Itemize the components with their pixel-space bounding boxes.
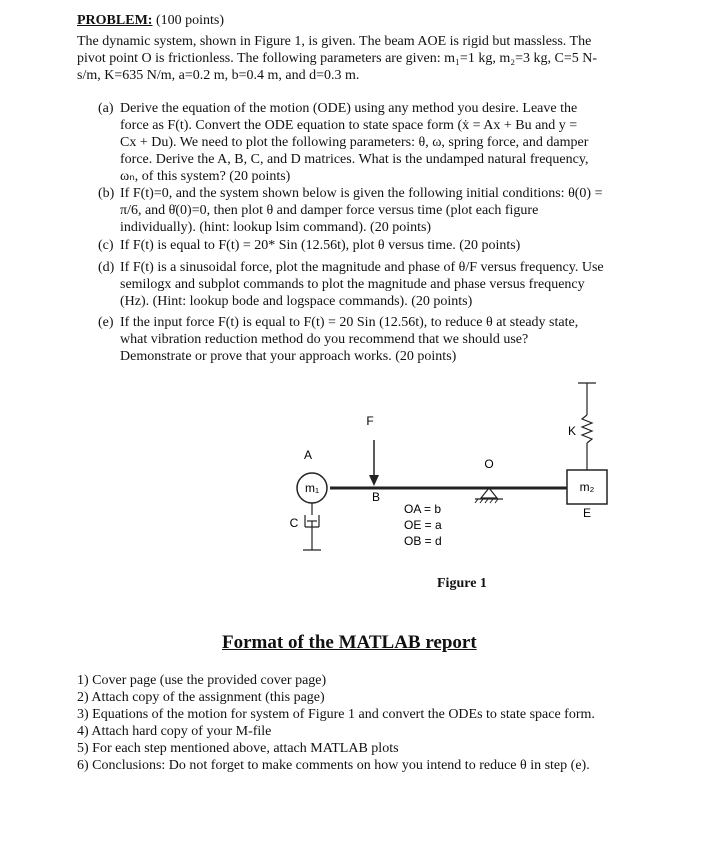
figure-caption: Figure 1 — [437, 576, 487, 591]
spring-k — [582, 415, 592, 443]
label-a: A — [303, 448, 313, 462]
part-b — [98, 185, 658, 236]
report-items — [77, 672, 702, 774]
problem-intro — [77, 33, 677, 84]
part-label: (e) — [98, 315, 114, 330]
label-o: O — [484, 457, 494, 471]
report-item: 3) Equations of the motion for system of Figure 1 and convert the ODEs to state space form. — [77, 707, 595, 722]
part-label: (b) — [98, 186, 115, 201]
intro-line: s/m, K=635 N/m, a=0.2 m, b=0.4 m, and d=0.3 m. — [77, 68, 360, 83]
problem-heading: PROBLEM: — [77, 13, 153, 28]
label-m1: m₁ — [304, 481, 320, 495]
part-label: (c) — [98, 238, 114, 253]
label-ob: OB = d — [404, 534, 442, 548]
label-oe: OE = a — [404, 518, 442, 532]
label-m2: m₂ — [579, 480, 595, 494]
problem-heading-line — [77, 12, 224, 29]
part-label: (d) — [98, 260, 115, 275]
part-a — [98, 100, 658, 185]
figure-diagram — [270, 375, 620, 575]
label-oa: OA = b — [404, 502, 442, 516]
intro-line: The dynamic system, shown in Figure 1, is given. The beam AOE is rigid but massless. The — [77, 34, 592, 49]
part-e — [98, 314, 658, 365]
part-line: force. Derive the A, B, C, and D matrices. What is the undamped natural frequency, — [120, 152, 589, 167]
label-b: B — [371, 490, 381, 504]
part-line: individually). (hint: lookup lsim command). (20 points) — [120, 220, 432, 235]
label-k: K — [567, 424, 577, 438]
parts-list — [98, 100, 658, 365]
part-line: Cx + Du). We need to plot the following parameters: θ, ω, spring force, and damper — [120, 135, 589, 150]
part-line: semilogx and subplot commands to plot the magnitude and phase versus frequency — [120, 277, 585, 292]
part-line: If F(t)=0, and the system shown below is given the following initial conditions: θ(0) = — [120, 186, 603, 201]
report-item: 1) Cover page (use the provided cover page) — [77, 673, 327, 688]
part-label: (a) — [98, 101, 114, 116]
part-line: force as F(t). Convert the ODE equation to state space form (ẋ = Ax + Bu and y = — [120, 118, 578, 133]
report-title: Format of the MATLAB report — [222, 632, 477, 653]
part-line: If the input force F(t) is equal to F(t) = 20 Sin (12.56t), to reduce θ at steady state, — [120, 315, 579, 330]
part-line: If F(t) is equal to F(t) = 20* Sin (12.56t), plot θ versus time. (20 points) — [120, 238, 521, 253]
part-line: what vibration reduction method do you recommend that we should use? — [120, 332, 529, 347]
label-e: E — [582, 506, 592, 520]
report-item: 5) For each step mentioned above, attach MATLAB plots — [77, 741, 399, 756]
problem-points: (100 points) — [155, 13, 225, 28]
part-line: (Hz). (Hint: lookup bode and logspace commands). (20 points) — [120, 294, 473, 309]
report-item: 2) Attach copy of the assignment (this page) — [77, 690, 325, 705]
part-line: Derive the equation of the motion (ODE) using any method you desire. Leave the — [120, 101, 578, 116]
label-c: C — [289, 516, 299, 530]
report-item: 6) Conclusions: Do not forget to make comments on how you intend to reduce θ in step (e). — [77, 758, 590, 773]
part-c — [98, 237, 658, 254]
part-line: Demonstrate or prove that your approach works. (20 points) — [120, 349, 457, 364]
label-f: F — [366, 414, 374, 428]
part-d — [98, 259, 658, 310]
intro-line: pivot point O is frictionless. The following parameters are given: m₁=1 kg, m₂=3 kg, C=5 N- — [77, 51, 597, 66]
force-arrow-head — [369, 475, 379, 486]
part-line: π/6, and θ̇(0)=0, then plot θ and damper force versus time (plot each figure — [120, 203, 539, 218]
report-item: 4) Attach hard copy of your M-file — [77, 724, 272, 739]
part-line: ωₙ, of this system? (20 points) — [120, 169, 291, 184]
part-line: If F(t) is a sinusoidal force, plot the magnitude and phase of θ/F versus frequency. Use — [120, 260, 604, 275]
